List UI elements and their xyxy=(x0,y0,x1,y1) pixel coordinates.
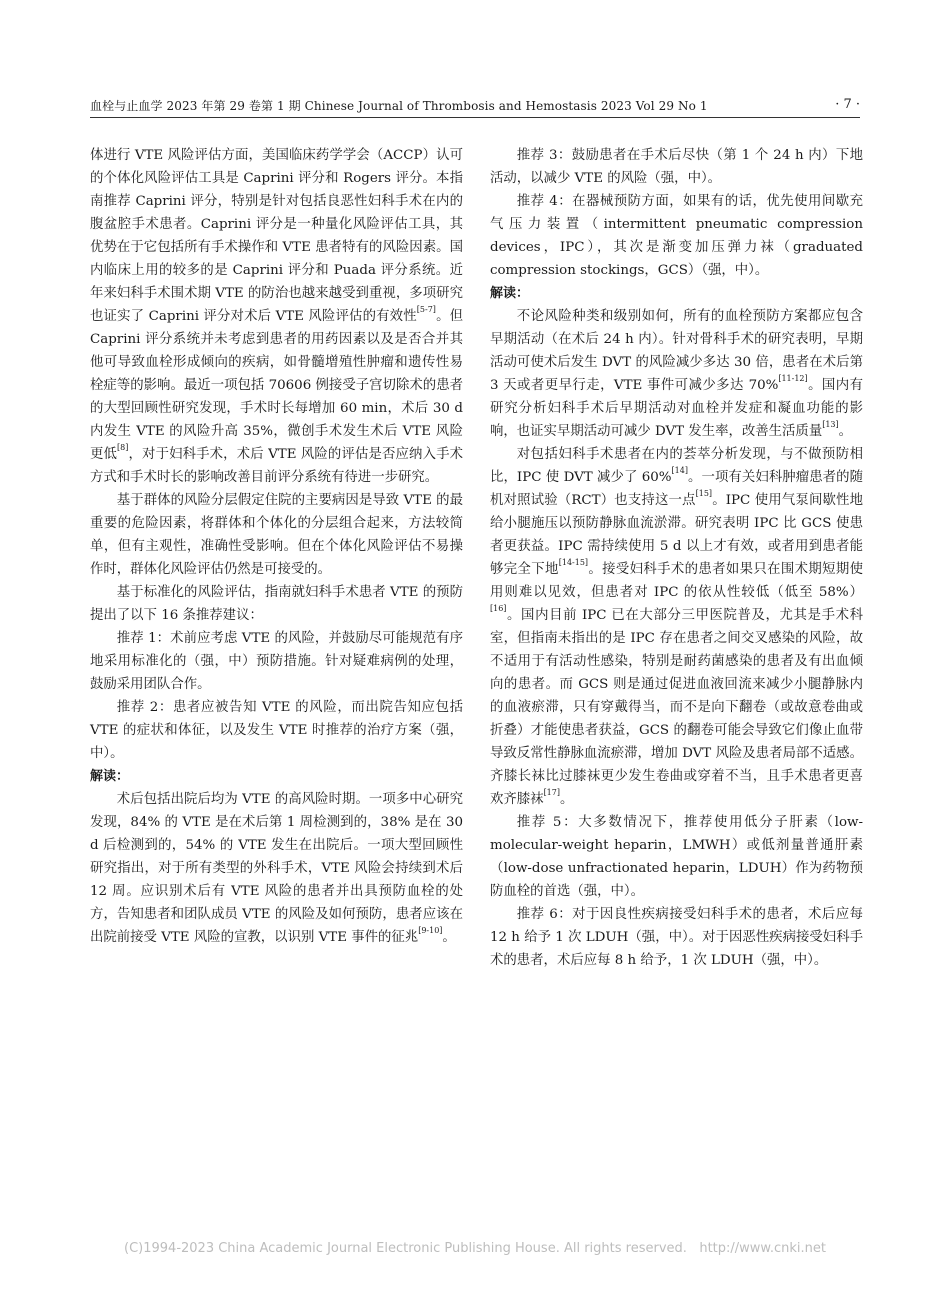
citation[interactable]: [17] xyxy=(543,788,560,797)
citation[interactable]: [13] xyxy=(822,420,839,429)
recommendation-6: 推荐 6：对于因良性疾病接受妇科手术的患者，术后应每 12 h 给予 1 次 LDUH（强，中）。对于因恶性疾病接受妇科手术的患者，术后应每 8 h 给予，1 次 LDUH（强，中）。 xyxy=(490,907,863,968)
recommendation-2: 推荐 2：患者应被告知 VTE 的风险，而出院告知应包括 VTE 的症状和体征，以及发生 VTE 时推荐的治疗方案（强，中）。 xyxy=(90,700,463,761)
citation[interactable]: [9-10] xyxy=(418,926,443,935)
left-column xyxy=(90,144,463,949)
header-rule xyxy=(90,117,860,118)
cnki-url[interactable]: http://www.cnki.net xyxy=(699,1241,826,1256)
interpretation-label: 解读： xyxy=(90,769,130,784)
citation[interactable]: [5-7] xyxy=(416,305,436,314)
paragraph: 术后包括出院后均为 VTE 的高风险时期。一项多中心研究发现，84% 的 VTE 是在术后第 1 周检测到的，38% 是在 30 d 后检测到的，54% 的 VTE 发生在出院后。一项大型回顾性研究指出，对于所有类型的外科手术，VTE 风险会持续到术后 12 周。应识别术后有 VTE 风险的患者并出具预防血栓的处方，告知患者和团队成员 VTE 的风险及如何预防，患者应该在出院前接受 VTE 风险的宣教，以识别 VTE 事件的征兆[9-10]。 xyxy=(90,792,463,945)
journal-title: 血栓与止血学 2023 年第 29 卷第 1 期 Chinese Journal of Thrombosis and Hemostasis 2023 Vol 29 No 1 xyxy=(90,99,708,113)
citation[interactable]: [11-12] xyxy=(778,374,808,383)
page-number: · 7 · xyxy=(835,97,860,112)
paragraph: 对包括妇科手术患者在内的荟萃分析发现，与不做预防相比，IPC 使 DVT 减少了 60%[14]。一项有关妇科肿瘤患者的随机对照试验（RCT）也支持这一点[15]。IPC 使用气泵间歇性地给小腿施压以预防静脉血流淤滞。研究表明 IPC 比 GCS 使患者更获益。IPC 需持续使用 5 d 以上才有效，或者用到患者能够完全下地[14-15]。接受妇科手术的患者如果只在围术期短期使用则难以见效，但患者对 IPC 的依从性较低（低至 58%）[16]。国内目前 IPC 已在大部分三甲医院普及，尤其是手术科室，但指南未指出的是 IPC 存在患者之间交叉感染的风险，故不适用于有活动性感染，特别是耐药菌感染的患者及有出血倾向的患者。而 GCS 则是通过促进血液回流来减少小腿静脉内的血液瘀滞，只有穿戴得当，而不是向下翻卷（或故意卷曲或折叠）才能使患者获益，GCS 的翻卷可能会导致它们像止血带导致反常性静脉血流瘀滞，增加 DVT 风险及患者局部不适感。齐膝长袜比过膝袜更少发生卷曲或穿着不当，且手术患者更喜欢齐膝袜[17]。 xyxy=(490,447,864,807)
citation[interactable]: [15] xyxy=(695,489,713,498)
interpretation-label: 解读： xyxy=(490,286,530,301)
copyright-watermark xyxy=(0,1241,950,1256)
paragraph: 基于群体的风险分层假定住院的主要病因是导致 VTE 的最重要的危险因素，将群体和个体化的分层组合起来，方法较简单，但有主观性，准确性受影响。但在个体化风险评估不易操作时，群体化风险评估仍然是可接受的。 xyxy=(90,493,463,577)
recommendation-4: 推荐 4：在器械预防方面，如果有的话，优先使用间歇充气压力装置（intermittent pneumatic compression devices，IPC），其次是渐变加压弹力袜（graduated compression stockings，GCS）（强，中）。 xyxy=(490,194,863,278)
citation[interactable]: [14] xyxy=(671,466,688,475)
citation[interactable]: [14-15] xyxy=(558,558,589,567)
recommendation-5: 推荐 5：大多数情况下，推荐使用低分子肝素（low-molecular-weight heparin，LMWH）或低剂量普通肝素（low-dose unfractionated heparin，LDUH）作为药物预防血栓的首选（强，中）。 xyxy=(490,815,863,899)
running-header xyxy=(90,97,860,119)
recommendation-3: 推荐 3：鼓励患者在手术后尽快（第 1 个 24 h 内）下地活动，以减少 VTE 的风险（强，中）。 xyxy=(490,148,863,186)
paragraph: 基于标准化的风险评估，指南就妇科手术患者 VTE 的预防提出了以下 16 条推荐建议： xyxy=(90,585,463,623)
copyright-text: (C)1994-2023 China Academic Journal Electronic Publishing House. All rights reserved. xyxy=(124,1241,687,1256)
recommendation-1: 推荐 1：术前应考虑 VTE 的风险，并鼓励尽可能规范有序地采用标准化的（强，中）预防措施。针对疑难病例的处理，鼓励采用团队合作。 xyxy=(90,631,463,692)
paragraph: 体进行 VTE 风险评估方面，美国临床药学学会（ACCP）认可的个体化风险评估工具是 Caprini 评分和 Rogers 评分。本指南推荐 Caprini 评分，特别是针对包括良恶性妇科手术在内的腹盆腔手术患者。Caprini 评分是一种量化风险评估工具，其优势在于它包括所有手术操作和 VTE 患者特有的风险因素。国内临床上用的较多的是 Caprini 评分和 Puada 评分系统。近年来妇科手术围术期 VTE 的防治也越来越受到重视，多项研究也证实了 Caprini 评分对术后 VTE 风险评估的有效性[5-7]。但 Caprini 评分系统并未考虑到患者的用药因素以及是否合并其他可导致血栓形成倾向的疾病，如骨髓增殖性肿瘤和遗传性易栓症等的影响。最近一项包括 70606 例接受子宫切除术的患者的大型回顾性研究发现，手术时长每增加 60 min，术后 30 d 内发生 VTE 的风险升高 35%，微创手术发生术后 VTE 风险更低[8]，对于妇科手术，术后 VTE 风险的评估是否应纳入手术方式和手术时长的影响改善目前评分系统有待进一步研究。 xyxy=(90,148,464,485)
citation[interactable]: [16] xyxy=(490,604,507,613)
paragraph: 不论风险种类和级别如何，所有的血栓预防方案都应包含早期活动（在术后 24 h 内）。针对骨科手术的研究表明，早期活动可使术后发生 DVT 的风险减少多达 30 倍，患者在术后第 3 天或者更早行走，VTE 事件可减少多达 70%[11-12]。国内有研究分析妇科手术后早期活动对血栓并发症和凝血功能的影响，也证实早期活动可减少 DVT 发生率，改善生活质量[13]。 xyxy=(490,309,863,439)
citation[interactable]: [8] xyxy=(117,443,129,452)
right-column xyxy=(490,144,863,972)
